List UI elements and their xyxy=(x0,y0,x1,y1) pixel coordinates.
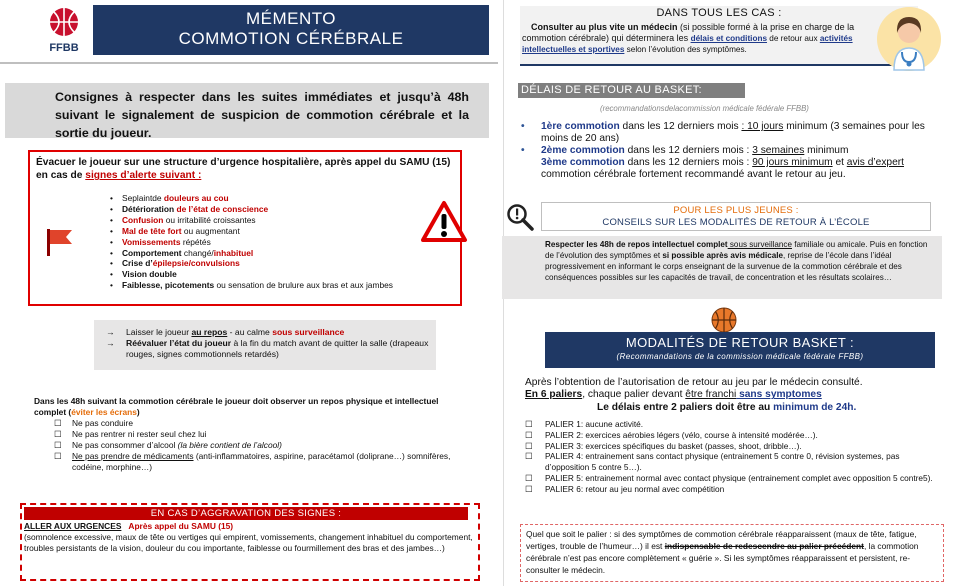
svg-text:FFBB: FFBB xyxy=(49,42,79,54)
apres-line-1: Après l’obtention de l’autorisation de retour au jeu par le médecin consulté. xyxy=(525,377,863,388)
alert-heading xyxy=(30,152,460,182)
list-item: ☐ Ne pas rentrer ni rester seul chez lui xyxy=(54,429,207,439)
list-item: ☐ Ne pas conduire xyxy=(54,418,133,428)
list-item: • Vomissements répétés xyxy=(122,237,393,248)
alert-heading-highlight: signes d’alerte suivant : xyxy=(85,170,202,181)
jeunes-title-box xyxy=(541,202,931,231)
delais-source: (recommandationsdelacommission médicale fédérale FFBB) xyxy=(600,104,809,113)
list-item: ☐ Ne pas prendre de médicaments (anti-inflammatoires, aspirine, paracétamol (doliprane…) somnifères, codéine, morphine…) xyxy=(54,451,451,472)
list-item: • Confusion ou irritabilité croissantes xyxy=(122,215,393,226)
title-line-1: MÉMENTO xyxy=(245,9,337,28)
ffbb-logo xyxy=(44,5,84,55)
list-item: ☐ Ne pas consommer d’alcool (la bière contient de l’alcool) xyxy=(54,440,282,450)
modalites-title: MODALITÉS DE RETOUR BASKET : xyxy=(625,335,855,350)
title-line-2: COMMOTION CÉRÉBRALE xyxy=(178,29,404,48)
paliers-list xyxy=(525,419,935,495)
list-item: • 2ème commotion dans les 12 derniers mois : 3 semaines minimum xyxy=(521,145,849,156)
alert-list xyxy=(122,193,393,291)
list-item: 3ème commotion dans les 12 derniers mois : 90 jours minimum et avis d’expert commotion cérébrale fortement recommandé avant le retour au jeu. xyxy=(541,157,904,180)
list-item: ☐ PALIER 6: retour au jeu normal avec compétition xyxy=(525,483,725,494)
delais-title: DÉLAIS DE RETOUR AU BASKET: xyxy=(518,83,745,98)
doctor-icon xyxy=(876,6,942,77)
modalites-banner xyxy=(545,332,935,368)
actions-box xyxy=(94,320,436,370)
apres-line-3: Le délais entre 2 paliers doit être au minimum de 24h. xyxy=(597,401,857,413)
list-item: • Détérioration de l’état de conscience xyxy=(122,204,393,215)
list-item: • Seplaintde douleurs au cou xyxy=(122,193,393,204)
tous-les-cas-title: DANS TOUS LES CAS : xyxy=(656,7,782,19)
alert-heading-text: Évacuer le joueur sur une structure d’urgence hospitalière, après appel du SAMU (15) en cas de xyxy=(36,157,451,181)
divider xyxy=(0,62,498,64)
list-item: ☐ PALIER 2: exercices aérobies légers (vélo, course à intensité modérée…). xyxy=(525,429,818,440)
repos-section xyxy=(34,396,459,473)
list-item: ☐ PALIER 4: entrainement sans contact physique (entrainement 5 contre 0, révision systemes, pas d’opposition 5 contre 5…). xyxy=(525,451,900,473)
aggravation-box xyxy=(20,503,480,581)
alert-signs-box xyxy=(28,150,462,306)
quel-que-soit-box: Quel que soit le palier : si des symptômes de commotion cérébrale réapparaissent (maux de tête, fatigue, vertiges, trouble de l’humeur…) il est indispensable de redescendre au palier précédent, la commotion cérébrale n’est pas encore complètement « guérie ». Si les symptômes réapparaissent et persistent, re-consulter le médecin. xyxy=(520,524,944,582)
repos-intro: Dans les 48h suivant la commotion cérébrale le joueur doit observer un repos physique et intellectuel complet (éviter les écrans) xyxy=(34,396,439,417)
jeunes-line-1: POUR LES PLUS JEUNES : xyxy=(673,205,799,216)
red-flag-icon xyxy=(44,226,76,263)
tous-les-cas-box xyxy=(520,6,918,66)
list-item: ☐ PALIER 5: entrainement normal avec contact physique (entrainement complet avec opposition 5 contre5). xyxy=(525,472,933,483)
warning-icon xyxy=(420,200,468,249)
action-reevaluate: → Réévaluer l’état du joueur à la fin du match avant de quitter la salle (drapeaux rouges, signes commotionnels retardés) xyxy=(106,338,429,359)
list-item: ☐ PALIER 1: aucune activité. xyxy=(525,419,644,429)
list-item: • Vision double xyxy=(122,269,393,280)
list-item: • Crise d’épilepsie/convulsions xyxy=(122,258,393,269)
apres-line-2: En 6 paliers, chaque palier devant être franchi sans symptomes xyxy=(525,389,822,401)
consignes-banner: Consignes à respecter dans les suites immédiates et jusqu’à 48h suivant le signalement de suspicion de commotion cérébrale et la sortie du joueur. xyxy=(5,83,489,138)
list-item: • Faiblesse, picotements ou sensation de brulure aux bras et aux jambes xyxy=(122,280,393,291)
action-rest: → Laisser le joueur au repos - au calme sous surveillance xyxy=(106,327,345,337)
consignes-text: Consignes à respecter dans les suites immédiates et jusqu’à 48h suivant le signalement de suspicion de commotion cérébrale et la sortie du joueur xyxy=(55,90,469,140)
list-item: • Mal de tête fort ou augmentant xyxy=(122,226,393,237)
tous-les-cas-text: Consulter au plus vite un médecin (si possible formé à la prise en charge de la commotion cérébrale) qui déterminera les délais et conditions de retour aux activités intellectuelles et sportives selon l’évolution des symptômes. xyxy=(522,21,855,54)
aggravation-title: EN CAS D’AGGRAVATION DES SIGNES : xyxy=(24,507,468,520)
jeunes-line-2: CONSEILS SUR LES MODALITÉS DE RETOUR À L’ÉCOLE xyxy=(602,217,870,228)
modalites-subtitle: (Recommandations de la commission médicale fédérale FFBB) xyxy=(616,352,864,361)
apres-text xyxy=(525,377,935,414)
delais-list xyxy=(521,121,941,181)
jeunes-text-box: Respecter les 48h de repos intellectuel complet sous surveillance familiale ou amicale. Puis en fonction de l’évolution des symptômes et si possible après avis médicale, reprise de l’école dans l’idéal progressivement en informant le corps enseignant de la survenue de la commotion cérébrale et des conséquences possibles sur les capacités de travail, de concentration et les résultats scolaires… xyxy=(502,236,942,299)
list-item: • 1ère commotion dans les 12 derniers mois : 10 jours minimum (3 semaines pour les moins de 20 ans) xyxy=(521,121,925,144)
list-item: ☐ PALIER 3: exercices spécifiques du basket (passes, shoot, dribble…). xyxy=(525,440,802,451)
list-item: • Comportement changé/inhabituel xyxy=(122,248,393,259)
magnifier-warning-icon xyxy=(506,203,534,236)
page-title xyxy=(93,5,489,55)
aggravation-text: ALLER AUX URGENCES Après appel du SAMU (15) (somnolence excessive, maux de tête ou vertiges qui empirent, vomissements, changement inhabituel du comportement, troubles persistants de la vision, douleur du cou importante, faiblesse ou fourmillement des bras et des jambes…) xyxy=(24,521,473,553)
